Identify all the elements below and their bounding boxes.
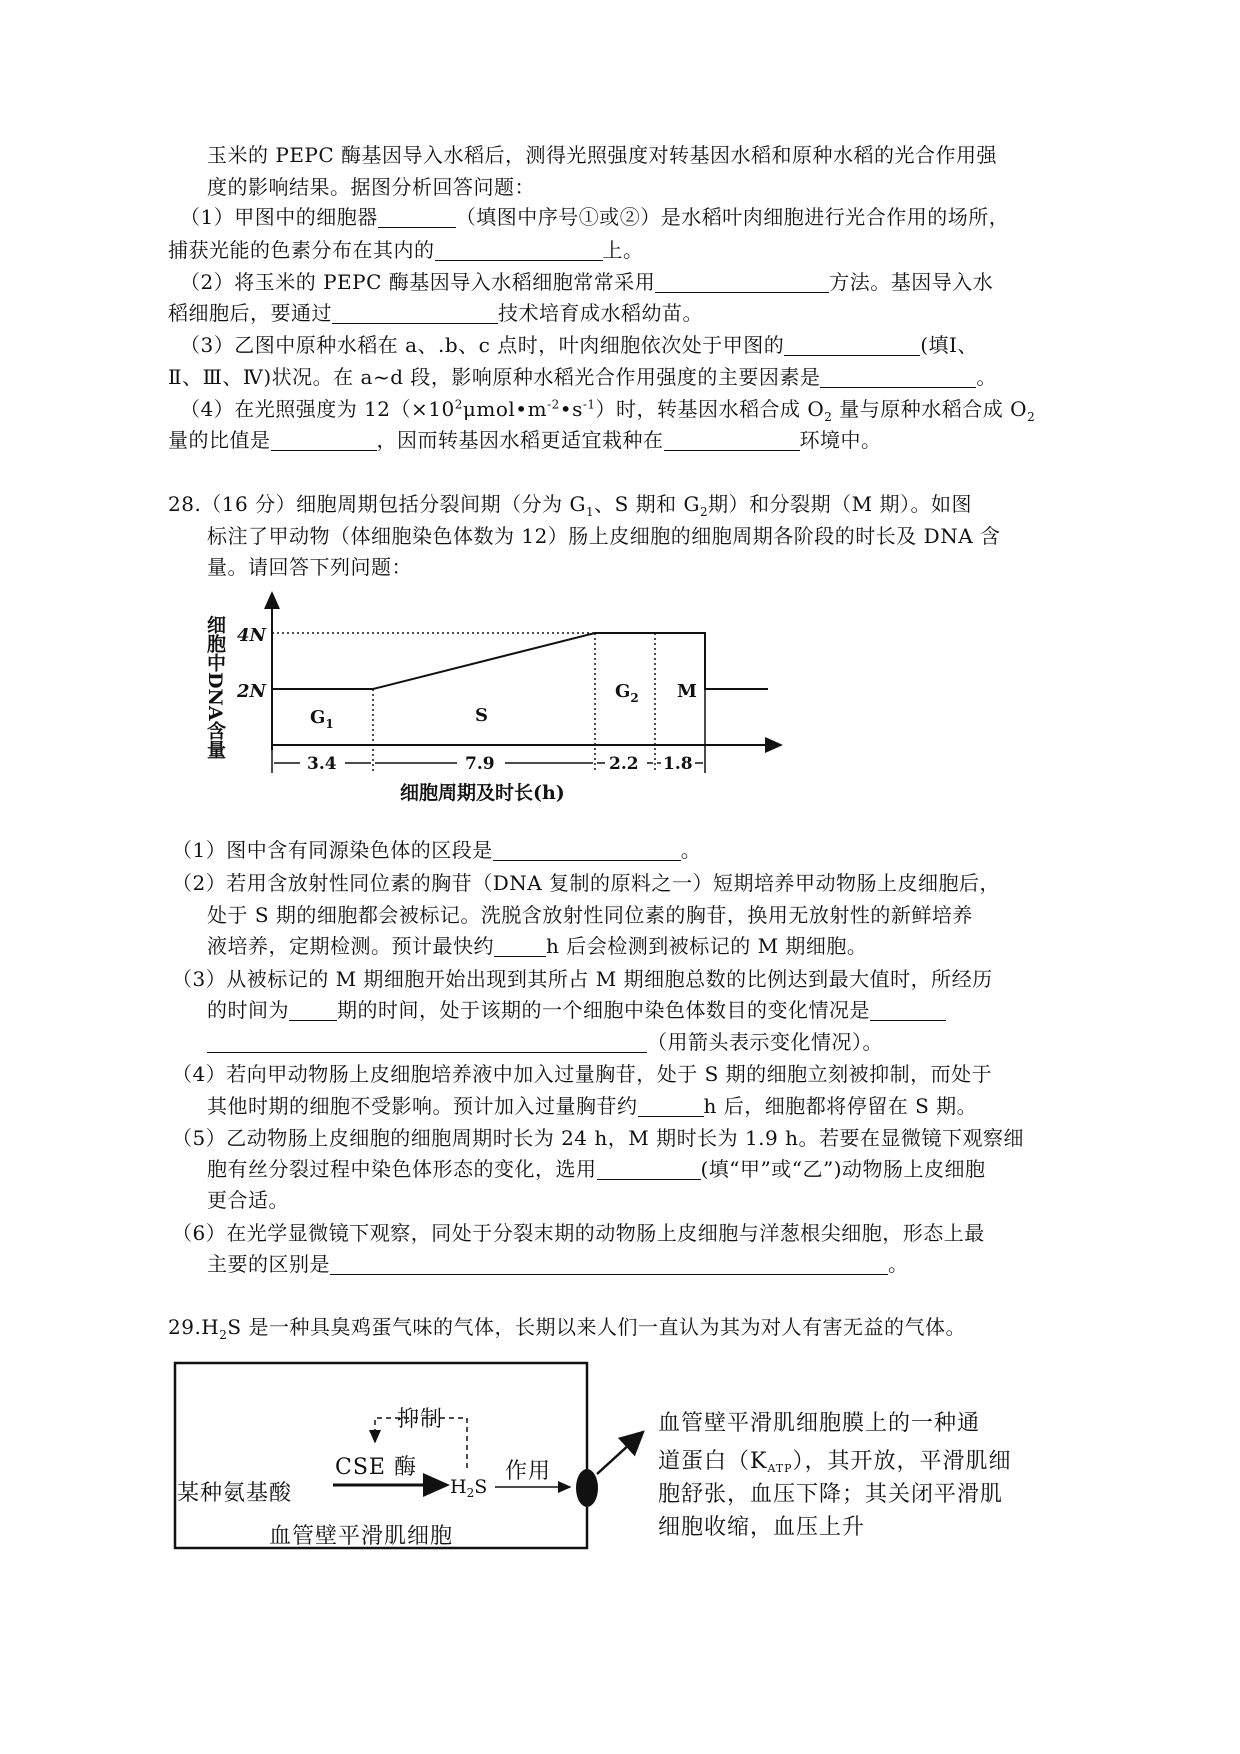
katp-channel-protein — [576, 1469, 598, 1507]
q28-header-line3: 量。请回答下列问题： — [207, 555, 412, 579]
q28-s2-text-c: 液培养，定期检测。预计最快约 — [207, 934, 494, 958]
q27-part1-line1 — [180, 203, 1009, 231]
q27-p4-sub2: 2 — [1027, 410, 1036, 424]
chart-phase-g1: $G_1$ — [310, 707, 334, 731]
q27-part2-line1 — [180, 268, 993, 296]
chart-duration-m: 1.8 — [663, 754, 693, 774]
q28-s3-text-b: 的时间为 — [207, 998, 289, 1022]
q27-p3-text-d: 。 — [976, 365, 997, 389]
q28-s6-text-b: 主要的区别是 — [207, 1252, 330, 1276]
q28-h1-sub2: 2 — [700, 505, 709, 519]
q28-sub2-line3 — [207, 932, 867, 960]
q28-sub6-line1: （6）在光学显微镜下观察，同处于分裂末期的动物肠上皮细胞与洋葱根尖细胞，形态上最 — [172, 1221, 985, 1245]
note-line2: 道蛋白（KATP），其开放，平滑肌细 — [658, 1449, 1012, 1475]
chart-ytick-2n: 2N — [237, 681, 266, 702]
q27-p1-text-c: 捕获光能的色素分布在其内的 — [168, 238, 435, 262]
amino-acid-label: 某种氨基酸 — [177, 1481, 293, 1506]
q27-p2-blank2[interactable] — [332, 303, 498, 324]
q28-s2-text-d: h 后会检测到被标记的 M 期细胞。 — [546, 934, 868, 958]
q28-sub6-line2 — [207, 1250, 909, 1278]
q28-s3-blank2[interactable] — [870, 1000, 946, 1021]
q27-p4-blank2[interactable] — [664, 430, 800, 451]
q27-p4-sup3: -1 — [582, 397, 596, 412]
q28-s1-text: （1）图中含有同源染色体的区段是 — [172, 838, 493, 862]
chart-ylabel: 细胞中DNA含量 — [204, 615, 226, 759]
q28-sub3-line2 — [207, 996, 946, 1024]
channel-pointer-arrow — [597, 1432, 643, 1474]
q28-s4-blank[interactable] — [638, 1096, 704, 1117]
chart-phase-s: S — [475, 705, 488, 726]
q28-s4-text-c: h 后，细胞都将停留在 S 期。 — [703, 1094, 978, 1118]
chart-duration-s: 7.9 — [465, 754, 495, 774]
q28-s4-text-b: 其他时期的细胞不受影响。预计加入过量胸苷约 — [207, 1094, 638, 1118]
q28-sub5-line1: （5）乙动物肠上皮细胞的细胞周期时长为 24 h，M 期时长为 1.9 h。若要在显微镜下观察细 — [172, 1126, 1025, 1150]
q27-p3-text-b: (填Ⅰ、 — [920, 333, 978, 357]
dna-cycle-chart — [195, 585, 795, 810]
q27-p4-text-c: •s — [559, 397, 583, 421]
q27-p1-text-a: （1）甲图中的细胞器 — [180, 205, 378, 229]
q28-sub2-line2: 处于 S 期的细胞都会被标记。洗脱含放射性同位素的胸苷，换用无放射性的新鲜培养 — [207, 903, 973, 927]
h2s-pathway-diagram — [165, 1350, 1065, 1554]
q28-h1-text-a: 28.（16 分）细胞周期包括分裂间期（分为 G — [168, 492, 586, 516]
chart-phase-m: M — [677, 681, 697, 702]
q27-p4-sup2: -2 — [547, 397, 560, 412]
q28-s3-text-d: （用箭头表示变化情况）。 — [647, 1030, 883, 1054]
q27-p4-text-h: 环境中。 — [799, 428, 882, 452]
q28-s6-text-c: 。 — [888, 1252, 909, 1276]
action-label: 作用 — [505, 1459, 552, 1484]
q27-intro-line2: 度的影响结果。据图分析回答问题： — [207, 175, 535, 199]
q28-s1-blank[interactable] — [493, 840, 681, 861]
q28-sub1 — [172, 836, 701, 864]
chart-ytick-4n: 4N — [237, 625, 266, 646]
q28-sub5-line2 — [207, 1155, 986, 1183]
q27-part3-line2 — [168, 363, 997, 391]
q27-p2-text-b: 方法。基因导入水 — [829, 270, 994, 294]
q27-p2-text-a: （2）将玉米的 PEPC 酶基因导入水稻细胞常常采用 — [180, 270, 656, 294]
q27-p2-text-c: 稻细胞后，要通过 — [168, 301, 332, 325]
q28-h1-sub1: 1 — [585, 505, 595, 519]
q27-part1-line2 — [168, 236, 644, 264]
q29-title-b: S 是一种具臭鸡蛋气味的气体，长期以来人们一直认为其为对人有害无益的气体。 — [227, 1315, 966, 1339]
q27-p4-text-e: 量与原种水稻合成 O — [832, 397, 1028, 421]
q27-p3-blank2[interactable] — [820, 367, 976, 388]
chart-xlabel: 细胞周期及时长(h) — [400, 782, 565, 804]
q27-p1-text-d: 上。 — [602, 238, 644, 262]
q28-s2-blank[interactable] — [494, 936, 546, 957]
q27-p1-blank2[interactable] — [435, 240, 603, 261]
note-line1: 血管壁平滑肌细胞膜上的一种通 — [658, 1411, 981, 1436]
q27-part4-line1 — [180, 395, 1035, 423]
chart-duration-g1: 3.4 — [307, 754, 337, 774]
q28-s3-blank3[interactable] — [207, 1032, 647, 1053]
h2s-label: $H_2S$ — [450, 1476, 488, 1500]
q27-p4-text-g: ，因而转基因水稻更适宜栽种在 — [376, 428, 664, 452]
chart-phase-g2: $G_2$ — [615, 681, 639, 705]
q28-s5-text-c: (填“甲”或“乙”)动物肠上皮细胞 — [700, 1157, 986, 1181]
q27-p4-text-f: 量的比值是 — [168, 428, 271, 452]
q27-part2-line2 — [168, 299, 703, 327]
cse-enzyme-label: CSE 酶 — [335, 1455, 417, 1480]
q27-p4-sub1: 2 — [824, 410, 833, 424]
q29-title — [168, 1313, 966, 1341]
q28-sub3-line3 — [207, 1028, 883, 1056]
q29-title-a: 29.H — [168, 1315, 220, 1339]
q27-intro-line1: 玉米的 PEPC 酶基因导入水稻后，测得光照强度对转基因水稻和原种水稻的光合作用强 — [207, 143, 998, 167]
q28-s5-text-b: 胞有丝分裂过程中染色体形态的变化，选用 — [207, 1157, 597, 1181]
q28-h1-text-c: 期）和分裂期（M 期）。如图 — [708, 492, 972, 516]
cell-label: 血管壁平滑肌细胞 — [269, 1524, 454, 1549]
q28-sub3-line1: （3）从被标记的 M 期细胞开始出现到其所占 M 期细胞总数的比例达到最大值时，所经历 — [172, 967, 993, 991]
q27-p4-sup1: 2 — [454, 397, 463, 412]
q27-part3-line1 — [180, 331, 978, 359]
q28-s6-blank[interactable] — [330, 1254, 888, 1275]
q27-p2-blank1[interactable] — [655, 272, 829, 293]
q28-s3-blank1[interactable] — [289, 1000, 337, 1021]
q27-p4-text-a: （4）在光照强度为 12（×10 — [180, 397, 455, 421]
inhibit-label: 抑制 — [397, 1407, 444, 1432]
q28-h1-text-b: 、S 期和 G — [594, 492, 700, 516]
q28-sub4-line1: （4）若向甲动物肠上皮细胞培养液中加入过量胸苷，处于 S 期的细胞立刻被抑制，而处于 — [172, 1062, 993, 1086]
q28-header-line2: 标注了甲动物（体细胞染色体数为 12）肠上皮细胞的细胞周期各阶段的时长及 DNA 含 — [207, 524, 1001, 548]
q27-p4-text-b: μmol•m — [462, 397, 548, 421]
q27-part4-line2 — [168, 426, 882, 454]
q27-p3-text-c: Ⅱ、Ⅲ、Ⅳ)状况。在 a~d 段，影响原种水稻光合作用强度的主要因素是 — [168, 365, 821, 389]
q27-p3-blank1[interactable] — [784, 335, 920, 356]
note-line3: 胞舒张，血压下降；其关闭平滑肌 — [658, 1482, 1004, 1507]
q27-p4-text-d: ）时，转基因水稻合成 O — [595, 397, 825, 421]
q28-header-line1 — [168, 490, 972, 518]
q28-s1-end: 。 — [680, 838, 702, 862]
q27-p2-text-d: 技术培育成水稻幼苗。 — [498, 301, 703, 325]
chart-duration-g2: 2.2 — [609, 754, 639, 774]
q28-sub5-line3: 更合适。 — [207, 1188, 289, 1212]
q27-p4-blank1[interactable] — [271, 430, 377, 451]
q27-p3-text-a: （3）乙图中原种水稻在 a、.b、c 点时，叶肉细胞依次处于甲图的 — [180, 333, 785, 357]
q27-p1-blank1[interactable] — [378, 207, 456, 228]
q27-p1-text-b: （填图中序号①或②）是水稻叶肉细胞进行光合作用的场所， — [455, 205, 1010, 229]
q28-s3-text-c: 期的时间，处于该期的一个细胞中染色体数目的变化情况是 — [337, 998, 870, 1022]
q28-s5-blank[interactable] — [597, 1159, 701, 1180]
q29-title-sub: 2 — [219, 1328, 228, 1342]
note-line4: 细胞收缩，血压上升 — [658, 1515, 866, 1540]
q28-sub2-line1: （2）若用含放射性同位素的胸苷（DNA 复制的原料之一）短期培养甲动物肠上皮细胞后， — [172, 871, 1001, 895]
q28-sub4-line2 — [207, 1092, 977, 1120]
